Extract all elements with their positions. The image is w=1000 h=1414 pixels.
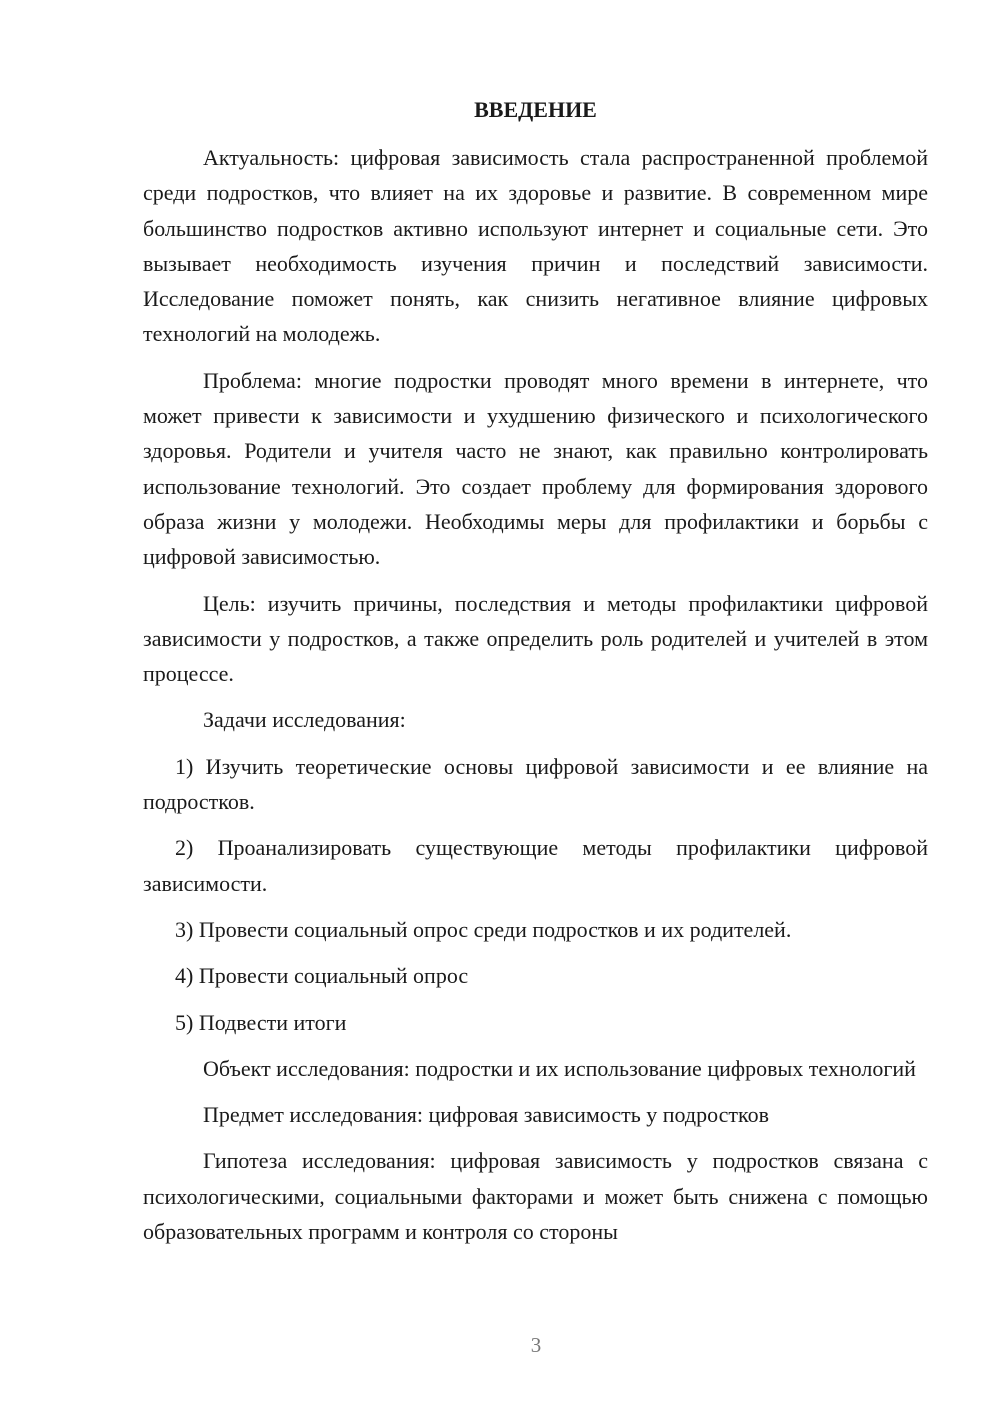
relevance-paragraph: Актуальность: цифровая зависимость стала распространенной проблемой среди подростков, что влияет на их здоровье и развитие. В современном мире большинство подростков активно используют интернет и социальные сети. Это вызывает необходимость изучения причин и последствий зависимости. Исследование поможет понять, как снизить негативное влияние цифровых технологий на молодежь. [143,145,928,347]
task-item-2: 2) Проанализировать существующие методы профилактики цифровой зависимости. [143,835,928,896]
page-title: ВВЕДЕНИЕ [474,97,597,122]
hypothesis-paragraph: Гипотеза исследования: цифровая зависимость у подростков связана с психологическими, социальными факторами и может быть снижена с помощью образовательных программ и контроля со стороны [143,1148,928,1245]
task-item-5: 5) Подвести итоги [175,1009,347,1035]
object-paragraph: Объект исследования: подростки и их использование цифровых технологий [203,1055,916,1081]
task-item-1: 1) Изучить теоретические основы цифровой зависимости и ее влияние на подростков. [143,753,928,815]
goal-paragraph: Цель: изучить причины, последствия и методы профилактики цифровой зависимости у подростков, а также определить роль родителей и учителей в этом процессе. [143,590,928,687]
task-item-3: 3) Провести социальный опрос среди подростков и их родителей. [175,916,792,942]
problem-paragraph: Проблема: многие подростки проводят много времени в интернете, что может привести к зависимости и ухудшению физического и психологического здоровья. Родители и учителя часто не знают, как правильно контролировать использование технологий. Это создает проблему для формирования здорового образа жизни у молодежи. Необходимы меры для профилактики и борьбы с цифровой зависимостью. [143,367,928,570]
page-content [143,92,928,1260]
task-item-4: 4) Провести социальный опрос [175,963,469,989]
page-number: 3 [530,1333,542,1357]
subject-paragraph: Предмет исследования: цифровая зависимость у подростков [203,1102,769,1128]
tasks-heading: Задачи исследования: [203,707,406,733]
